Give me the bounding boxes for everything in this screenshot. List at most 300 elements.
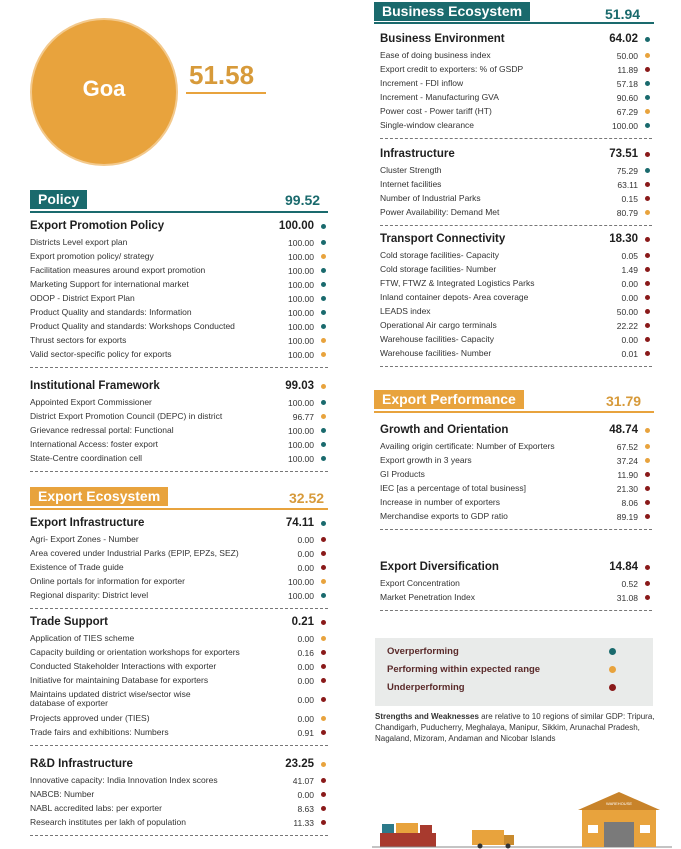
status-dot (645, 95, 650, 100)
indicator-label: Marketing Support for international market (30, 279, 189, 289)
indicator-value: 89.19 (616, 512, 638, 522)
indicator-value: 96.77 (292, 412, 314, 422)
indicator-label: LEADS index (380, 306, 431, 316)
legend-label-overperforming: Overperforming (387, 646, 459, 657)
card-score: 48.74 (609, 424, 638, 436)
indicator-value: 11.90 (617, 470, 638, 480)
indicator-value: 11.33 (293, 818, 314, 828)
indicator-value: 50.00 (616, 307, 638, 317)
indicator-row (380, 456, 652, 470)
indicator-row (30, 398, 328, 412)
card-title: R&D Infrastructure (30, 758, 133, 770)
indicator-value: 100.00 (288, 591, 314, 601)
indicator-label: Internet facilities (380, 179, 442, 189)
card-export-promotion-policy (30, 220, 328, 368)
section-score-export-ecosystem: 32.52 (289, 490, 325, 506)
indicator-row (30, 690, 328, 714)
indicator-label: Export Concentration (380, 578, 460, 588)
indicator-value: 0.00 (297, 549, 314, 559)
indicator-row (380, 321, 652, 335)
indicator-row (30, 280, 328, 294)
indicator-label: ODOP - District Export Plan (30, 293, 135, 303)
indicator-label: International Access: foster export (30, 439, 159, 449)
indicator-value: 75.29 (616, 166, 638, 176)
indicator-value: 0.01 (621, 349, 638, 359)
indicator-value: 22.22 (616, 321, 638, 331)
status-dot (645, 337, 650, 342)
card-rows (380, 579, 652, 611)
indicator-value: 0.15 (621, 194, 638, 204)
card-rows (30, 398, 328, 472)
indicator-row (30, 440, 328, 454)
indicator-row (380, 194, 652, 208)
status-dot (321, 537, 326, 542)
indicator-row (30, 252, 328, 266)
section-rule-export-ecosystem (30, 508, 328, 510)
card-header (30, 517, 328, 535)
card-title: Export Promotion Policy (30, 220, 165, 232)
indicator-label: Maintains updated district wise/sector wise database of exporter (30, 689, 191, 708)
status-dot (645, 210, 650, 215)
indicator-value: 67.29 (616, 107, 638, 117)
indicator-row (30, 412, 328, 426)
card-score: 99.03 (285, 380, 314, 392)
card-trade-support (30, 616, 328, 746)
card-score: 74.11 (285, 517, 314, 529)
indicator-value: 63.11 (617, 180, 638, 190)
indicator-row (380, 498, 652, 512)
status-dot (645, 67, 650, 72)
legend-dot-underperforming (609, 684, 616, 691)
indicator-label: GI Products (380, 469, 425, 479)
indicator-row (380, 265, 652, 279)
status-dot (321, 442, 326, 447)
status-dot (645, 182, 650, 187)
indicator-label: NABL accredited labs: per exporter (30, 803, 162, 813)
indicator-row (380, 470, 652, 484)
indicator-value: 0.00 (297, 535, 314, 545)
status-dot (645, 428, 650, 433)
indicator-row (30, 790, 328, 804)
card-header (30, 758, 328, 776)
status-dot (645, 295, 650, 300)
indicator-row (30, 308, 328, 322)
indicator-value: 100.00 (288, 280, 314, 290)
truck-icon (472, 830, 514, 849)
indicator-label: Export growth in 3 years (380, 455, 472, 465)
indicator-value: 0.05 (621, 251, 638, 261)
status-dot (321, 806, 326, 811)
indicator-label: Districts Level export plan (30, 237, 128, 247)
status-dot (645, 444, 650, 449)
card-header (380, 148, 652, 166)
card-rows (30, 634, 328, 746)
status-dot (645, 500, 650, 505)
indicator-row (380, 180, 652, 194)
indicator-value: 41.07 (292, 776, 314, 786)
status-dot (645, 196, 650, 201)
indicator-label: Grievance redressal portal: Functional (30, 425, 174, 435)
status-dot (321, 428, 326, 433)
indicator-row (380, 208, 652, 222)
indicator-label: Capacity building or orientation workshops for exporters (30, 647, 240, 657)
status-dot (645, 486, 650, 491)
status-dot (321, 310, 326, 315)
indicator-row (30, 662, 328, 676)
card-rows (380, 251, 652, 367)
indicator-value: 57.18 (616, 79, 638, 89)
status-dot (321, 636, 326, 641)
card-infrastructure (380, 148, 652, 226)
section-score-export-performance: 31.79 (606, 393, 642, 409)
indicator-value: 0.00 (297, 695, 314, 705)
card-header (30, 616, 328, 634)
indicator-label: Research institutes per lakh of population (30, 817, 186, 827)
indicator-row (30, 804, 328, 818)
card-header (380, 33, 652, 51)
indicator-value: 0.00 (297, 662, 314, 672)
indicator-row (30, 563, 328, 577)
indicator-value: 0.00 (621, 335, 638, 345)
indicator-value: 0.00 (297, 563, 314, 573)
indicator-row (380, 484, 652, 498)
status-dot (321, 338, 326, 343)
indicator-label: Thrust sectors for exports (30, 335, 127, 345)
status-dot (321, 254, 326, 259)
indicator-value: 0.00 (297, 634, 314, 644)
card-title: Export Infrastructure (30, 517, 145, 529)
card-title: Infrastructure (380, 148, 455, 160)
indicator-value: 100.00 (288, 398, 314, 408)
status-dot (321, 650, 326, 655)
card-rows (30, 535, 328, 609)
indicator-label: Single-window clearance (380, 120, 475, 130)
indicator-label: FTW, FTWZ & Integrated Logistics Parks (380, 278, 535, 288)
indicator-label: Trade fairs and exhibitions: Numbers (30, 727, 169, 737)
status-dot (321, 551, 326, 556)
status-dot (321, 296, 326, 301)
status-dot (321, 778, 326, 783)
legend-label-expected: Performing within expected range (387, 664, 541, 675)
card-title: Export Diversification (380, 561, 499, 573)
status-dot (321, 352, 326, 357)
card-score: 14.84 (609, 561, 638, 573)
indicator-label: Merchandise exports to GDP ratio (380, 511, 508, 521)
status-dot (645, 323, 650, 328)
indicator-label: Inland container depots- Area coverage (380, 292, 529, 302)
indicator-value: 21.30 (616, 484, 638, 494)
indicator-row (380, 65, 652, 79)
card-export-infrastructure (30, 517, 328, 609)
warehouse-icon (578, 792, 660, 847)
status-dot (321, 730, 326, 735)
indicator-value: 100.00 (288, 440, 314, 450)
card-title: Growth and Orientation (380, 424, 509, 436)
section-score-business-ecosystem: 51.94 (605, 6, 641, 22)
status-dot (321, 678, 326, 683)
status-dot (645, 123, 650, 128)
section-rule-business-ecosystem (374, 22, 654, 24)
card-score: 73.51 (609, 148, 638, 160)
section-title-export-performance: Export Performance (374, 390, 524, 409)
status-dot (645, 514, 650, 519)
indicator-value: 100.00 (612, 121, 638, 131)
indicator-label: Export promotion policy/ strategy (30, 251, 154, 261)
indicator-row (30, 426, 328, 440)
indicator-row (30, 776, 328, 790)
indicator-value: 67.52 (616, 442, 638, 452)
indicator-label: Power cost - Power tariff (HT) (380, 106, 492, 116)
card-title: Institutional Framework (30, 380, 160, 392)
state-name: Goa (82, 76, 126, 101)
status-dot (645, 81, 650, 86)
indicator-label: Increase in number of exporters (380, 497, 501, 507)
indicator-value: 100.00 (288, 238, 314, 248)
indicator-label: Regional disparity: District level (30, 590, 149, 600)
indicator-row (380, 442, 652, 456)
indicator-label: State-Centre coordination cell (30, 453, 142, 463)
indicator-value: 50.00 (616, 51, 638, 61)
status-dot (645, 152, 650, 157)
card-score: 100.00 (278, 220, 314, 232)
section-title-policy: Policy (30, 190, 87, 209)
indicator-value: 0.00 (621, 293, 638, 303)
indicator-row (30, 266, 328, 280)
state-badge (32, 20, 176, 164)
indicator-value: 90.60 (616, 93, 638, 103)
status-dot (645, 168, 650, 173)
comparison-note (375, 711, 655, 744)
status-dot (321, 697, 326, 702)
indicator-label: Conducted Stakeholder Interactions with exporter (30, 661, 217, 671)
indicator-row (380, 349, 652, 363)
card-rows (30, 238, 328, 368)
indicator-row (30, 676, 328, 690)
status-dot (321, 414, 326, 419)
indicator-value: 0.91 (297, 728, 314, 738)
status-dot (645, 458, 650, 463)
indicator-label: Valid sector-specific policy for exports (30, 349, 172, 359)
status-dot (321, 792, 326, 797)
note-text: are relative to 10 regions of similar GDP: Tripura, Chandigarh, Puducherry, Meghalaya, Manipur, Sikkim, Arunachal Pradesh, Nagaland, Mizoram, Andaman and Nicobar Islands (375, 712, 655, 743)
status-dot (321, 324, 326, 329)
indicator-label: Warehouse facilities- Capacity (380, 334, 495, 344)
indicator-row (380, 79, 652, 93)
indicator-label: Innovative capacity: India Innovation Index scores (30, 775, 218, 785)
status-dot (645, 595, 650, 600)
indicator-value: 1.49 (621, 265, 638, 275)
indicator-value: 0.00 (297, 790, 314, 800)
legend-label-underperforming: Underperforming (387, 682, 465, 693)
indicator-label: Initiative for maintaining Database for exporters (30, 675, 209, 685)
legend-dot-expected (609, 666, 616, 673)
section-title-business-ecosystem: Business Ecosystem (374, 2, 530, 21)
card-institutional-framework (30, 380, 328, 472)
indicator-row (30, 634, 328, 648)
indicator-value: 31.08 (616, 593, 638, 603)
indicator-label: IEC [as a percentage of total business] (380, 483, 527, 493)
status-dot (321, 224, 326, 229)
indicator-row (30, 350, 328, 364)
card-transport-connectivity (380, 233, 652, 367)
indicator-row (30, 714, 328, 728)
indicator-row (380, 579, 652, 593)
indicator-label: Facilitation measures around export promotion (30, 265, 206, 275)
card-growth-orientation (380, 424, 652, 530)
indicator-row (380, 279, 652, 293)
card-rows (30, 776, 328, 836)
indicator-row (380, 51, 652, 65)
card-rows (380, 442, 652, 530)
indicator-row (30, 454, 328, 468)
indicator-value: 100.00 (288, 308, 314, 318)
status-dot (645, 37, 650, 42)
status-dot (321, 593, 326, 598)
indicator-value: 100.00 (288, 350, 314, 360)
card-header (380, 561, 652, 579)
card-title: Business Environment (380, 33, 505, 45)
status-dot (321, 579, 326, 584)
indicator-row (30, 728, 328, 742)
status-dot (321, 384, 326, 389)
indicator-label: Cold storage facilities- Number (380, 264, 497, 274)
indicator-row (30, 322, 328, 336)
state-score-underline (186, 92, 266, 94)
indicator-label: NABCB: Number (30, 789, 95, 799)
indicator-label: Projects approved under (TIES) (30, 713, 150, 723)
status-dot (321, 565, 326, 570)
indicator-label: Product Quality and standards: Workshops Conducted (30, 321, 235, 331)
logistics-illustration (372, 790, 672, 849)
section-rule-policy (30, 211, 328, 213)
indicator-value: 0.00 (621, 279, 638, 289)
indicator-row (30, 535, 328, 549)
status-dot (645, 253, 650, 258)
indicator-label: Power Availability: Demand Met (380, 207, 500, 217)
indicator-value: 100.00 (288, 454, 314, 464)
indicator-label: Number of Industrial Parks (380, 193, 481, 203)
indicator-label: Application of TIES scheme (30, 633, 135, 643)
status-dot (645, 472, 650, 477)
card-score: 0.21 (291, 616, 314, 628)
card-header (30, 380, 328, 398)
status-dot (321, 240, 326, 245)
state-score: 51.58 (189, 60, 255, 90)
indicator-label: Operational Air cargo terminals (380, 320, 497, 330)
indicator-value: 100.00 (288, 252, 314, 262)
indicator-value: 80.79 (616, 208, 638, 218)
indicator-value: 100.00 (288, 577, 314, 587)
indicator-label: Product Quality and standards: Information (30, 307, 192, 317)
note-bold: Strengths and Weaknesses (375, 712, 479, 721)
status-dot (321, 521, 326, 526)
indicator-label: Cold storage facilities- Capacity (380, 250, 500, 260)
status-dot (321, 620, 326, 625)
status-dot (321, 664, 326, 669)
indicator-label: Existence of Trade guide (30, 562, 124, 572)
indicator-value: 8.06 (621, 498, 638, 508)
indicator-row (380, 593, 652, 607)
indicator-value: 11.89 (617, 65, 638, 75)
indicator-label: Cluster Strength (380, 165, 442, 175)
status-dot (321, 456, 326, 461)
indicator-value: 100.00 (288, 426, 314, 436)
indicator-value: 100.00 (288, 336, 314, 346)
indicator-value: 100.00 (288, 294, 314, 304)
indicator-label: Availing origin certificate: Number of Exporters (380, 441, 555, 451)
section-score-policy: 99.52 (285, 192, 321, 208)
indicator-value: 100.00 (288, 266, 314, 276)
status-dot (645, 53, 650, 58)
indicator-row (30, 577, 328, 591)
section-rule-export-performance (374, 411, 654, 413)
status-dot (321, 762, 326, 767)
card-rows (380, 51, 652, 139)
legend-dot-overperforming (609, 648, 616, 655)
status-dot (645, 565, 650, 570)
card-title: Transport Connectivity (380, 233, 506, 245)
indicator-row (380, 293, 652, 307)
indicator-label: Increment - Manufacturing GVA (380, 92, 499, 102)
indicator-row (380, 251, 652, 265)
card-rd-infrastructure (30, 758, 328, 836)
indicator-row (380, 307, 652, 321)
indicator-label: Appointed Export Commissioner (30, 397, 152, 407)
card-score: 23.25 (285, 758, 314, 770)
indicator-value: 37.24 (616, 456, 638, 466)
status-dot (645, 109, 650, 114)
indicator-value: 0.52 (621, 579, 638, 589)
card-business-environment (380, 33, 652, 139)
status-dot (321, 716, 326, 721)
indicator-label: Warehouse facilities- Number (380, 348, 492, 358)
section-title-export-ecosystem: Export Ecosystem (30, 487, 168, 506)
indicator-value: 0.00 (297, 714, 314, 724)
card-score: 64.02 (609, 33, 638, 45)
indicator-value: 100.00 (288, 322, 314, 332)
indicator-row (30, 818, 328, 832)
status-dot (321, 400, 326, 405)
card-export-diversification (380, 561, 652, 611)
legend (375, 638, 653, 706)
status-dot (645, 281, 650, 286)
warehouse-sign: WAREHOUSE (605, 801, 633, 806)
indicator-row (30, 648, 328, 662)
indicator-row (380, 512, 652, 526)
indicator-row (30, 238, 328, 252)
indicator-row (380, 121, 652, 135)
indicator-value: 0.00 (297, 676, 314, 686)
indicator-label: Online portals for information for exporter (30, 576, 185, 586)
indicator-value: 0.16 (297, 648, 314, 658)
card-title: Trade Support (30, 616, 108, 628)
status-dot (321, 820, 326, 825)
status-dot (321, 282, 326, 287)
indicator-row (30, 294, 328, 308)
card-header (380, 233, 652, 251)
indicator-row (380, 93, 652, 107)
status-dot (645, 267, 650, 272)
indicator-value: 8.63 (297, 804, 314, 814)
card-header (30, 220, 328, 238)
indicator-label: Increment - FDI inflow (380, 78, 464, 88)
status-dot (321, 268, 326, 273)
indicator-row (30, 549, 328, 563)
indicator-row (380, 166, 652, 180)
status-dot (645, 581, 650, 586)
indicator-label: Area covered under Industrial Parks (EPIP, EPZs, SEZ) (30, 548, 239, 558)
status-dot (645, 309, 650, 314)
